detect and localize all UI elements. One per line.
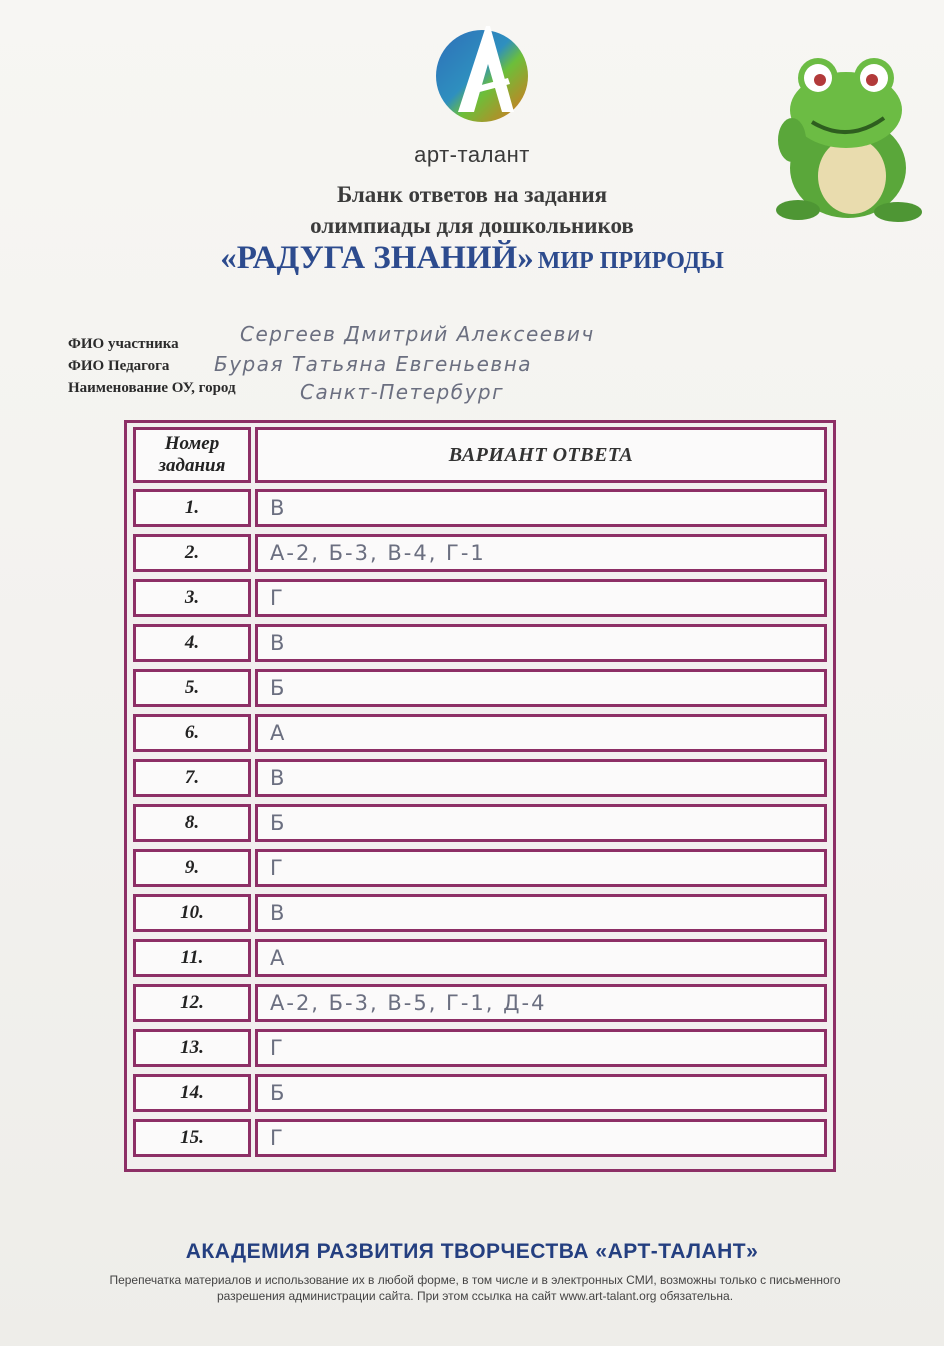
task-answer: В [255,624,827,662]
table-row [133,804,827,842]
table-header [133,427,827,483]
participant-value: Сергеев Дмитрий Алексеевич [240,322,595,346]
teacher-label: ФИО Педагога [68,358,170,374]
header-task-number: Номер задания [133,427,251,483]
task-number: 5. [133,669,251,707]
title-line-2: олимпиады для дошкольников [310,213,634,238]
title-line-1: Бланк ответов на задания [336,182,608,207]
task-answer: Б [255,804,827,842]
header-answer: ВАРИАНТ ОТВЕТА [255,427,827,483]
task-number: 9. [133,849,251,887]
table-row [133,849,827,887]
table-row [133,579,827,617]
task-number: 4. [133,624,251,662]
table-row [133,1119,827,1157]
brand-name: арт-талант [414,142,530,167]
academy-name: АКАДЕМИЯ РАЗВИТИЯ ТВОРЧЕСТВА «АРТ-ТАЛАНТ» [185,1240,759,1263]
task-number: 10. [133,894,251,932]
olympiad-title [0,240,944,277]
table-row [133,1029,827,1067]
table-row [133,984,827,1022]
table-row [133,1074,827,1112]
task-answer: Г [255,1029,827,1067]
task-answer: А-2, Б-3, В-5, Г-1, Д-4 [255,984,827,1022]
task-number: 13. [133,1029,251,1067]
task-answer: Г [255,1119,827,1157]
task-answer: Г [255,579,827,617]
table-row [133,489,827,527]
copyright-notice: Перепечатка материалов и использование их в любой форме, в том числе и в электронных СМИ, возможны только с письменного разрешения администрации сайта. При этом ссылка на сайт www.art-talant.org обязательна. [109,1273,841,1303]
table-row [133,714,827,752]
task-number: 1. [133,489,251,527]
table-row [133,624,827,662]
table-row [133,534,827,572]
task-answer: А-2, Б-3, В-4, Г-1 [255,534,827,572]
table-row [133,939,827,977]
answers-table [124,420,836,1172]
participant-label: ФИО участника [68,336,179,352]
task-answer: Б [255,1074,827,1112]
school-label: Наименование ОУ, город [68,380,236,396]
task-answer: В [255,489,827,527]
school-value: Санкт-Петербург [300,380,505,404]
task-answer: Б [255,669,827,707]
teacher-value: Бурая Татьяна Евгеньевна [214,352,533,376]
task-answer: А [255,714,827,752]
table-row [133,759,827,797]
task-number: 12. [133,984,251,1022]
task-number: 3. [133,579,251,617]
task-number: 14. [133,1074,251,1112]
task-answer: А [255,939,827,977]
task-answer: В [255,759,827,797]
table-row [133,894,827,932]
task-number: 11. [133,939,251,977]
task-number: 15. [133,1119,251,1157]
table-row [133,669,827,707]
task-number: 7. [133,759,251,797]
olympiad-name: «РАДУГА ЗНАНИЙ» [220,240,534,276]
olympiad-subject: МИР ПРИРОДЫ [537,248,724,274]
task-number: 8. [133,804,251,842]
task-answer: Г [255,849,827,887]
art-talant-logo-icon [430,14,540,134]
task-number: 6. [133,714,251,752]
task-number: 2. [133,534,251,572]
task-answer: В [255,894,827,932]
